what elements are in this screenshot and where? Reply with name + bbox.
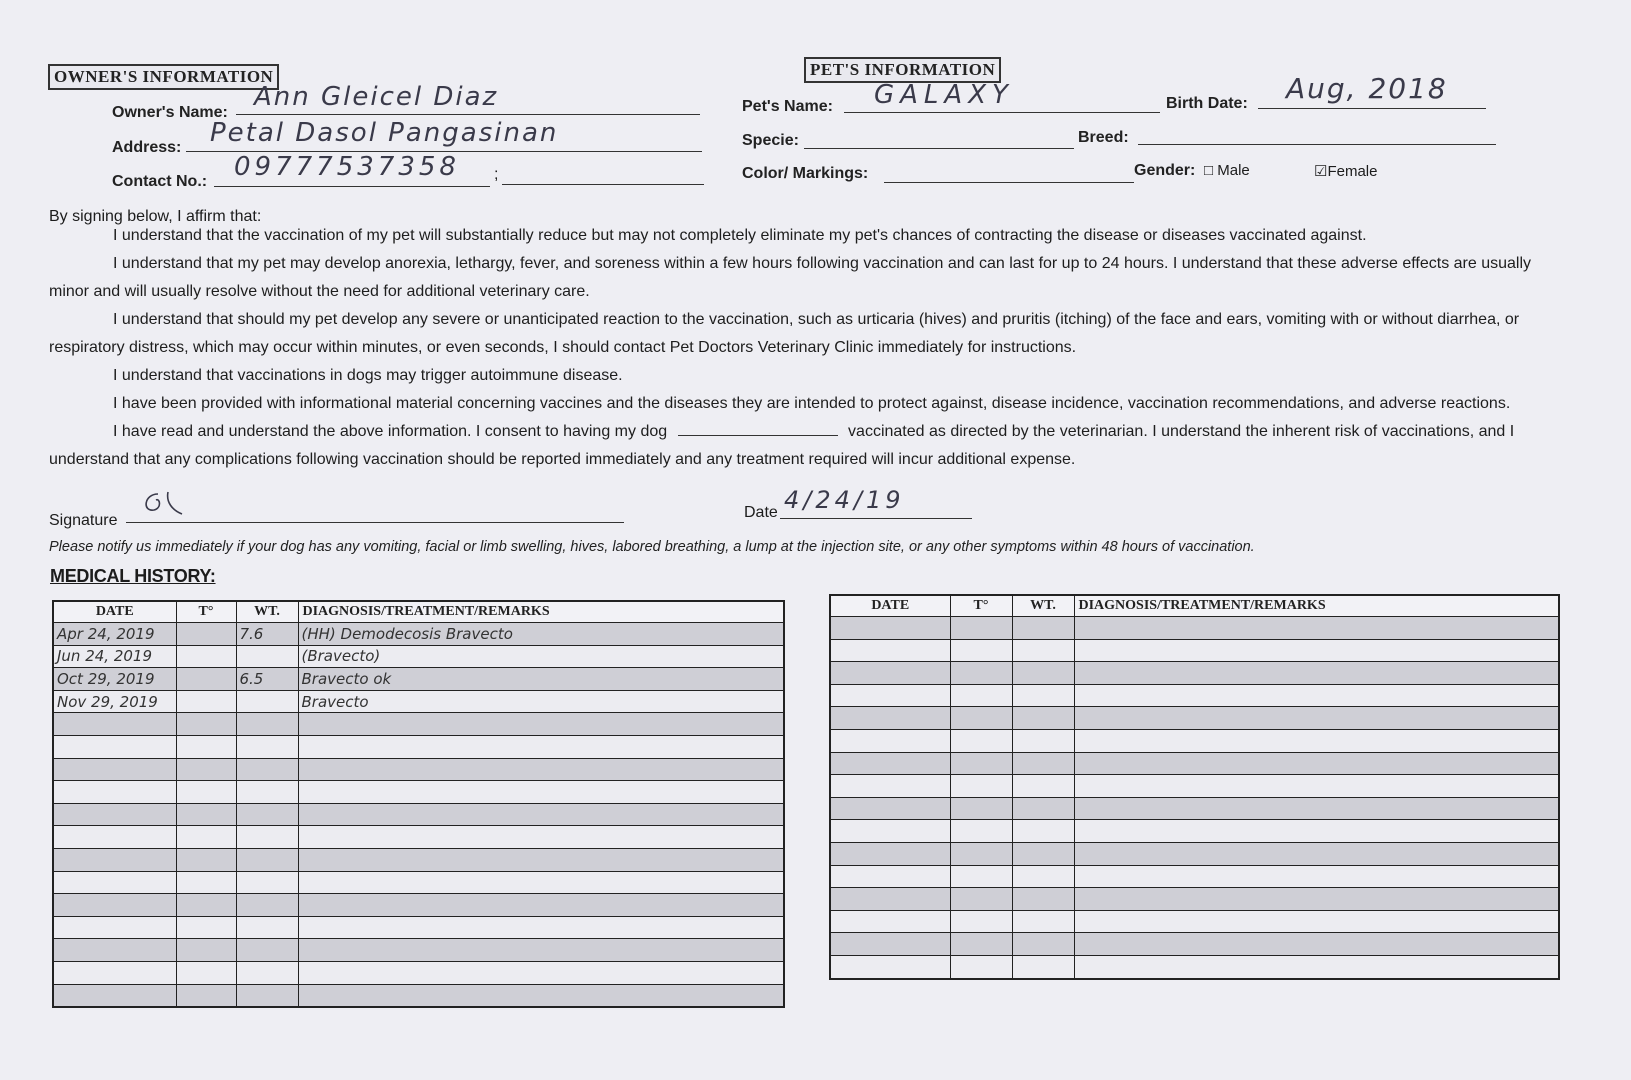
address-field[interactable] <box>186 120 702 152</box>
date-field[interactable] <box>780 486 972 519</box>
medical-history-table-right <box>829 594 1560 980</box>
cell-date[interactable] <box>830 933 950 956</box>
header-temp: T° <box>950 595 1012 617</box>
table-header-row <box>830 595 1559 617</box>
cell-date[interactable] <box>53 871 176 894</box>
consent-paragraph-1: I understand that the vaccination of my pet will substantially reduce but may not completely eliminate my pet's chances of contracting the disease or diseases vaccinated against. <box>113 227 1367 244</box>
cell-temp[interactable] <box>176 871 236 894</box>
cell-weight[interactable] <box>236 916 298 939</box>
cell-diagnosis[interactable] <box>1074 617 1559 640</box>
contact-value: 09777537358 <box>234 152 460 182</box>
cell-date[interactable] <box>53 961 176 984</box>
owner-name-label: Owner's Name: <box>112 104 228 121</box>
cell-diagnosis[interactable] <box>298 735 784 758</box>
consent-body <box>49 222 1549 474</box>
notice-text: Please notify us immediately if your dog has any vomiting, facial or limb swelling, hives, labored breathing, a lump at the injection site, or any other symptoms within 48 hours of vaccination. <box>49 539 1255 555</box>
cell-diagnosis[interactable] <box>1074 910 1559 933</box>
cell-weight[interactable] <box>1012 617 1074 640</box>
cell-weight[interactable] <box>1012 752 1074 775</box>
cell-temp[interactable] <box>176 645 236 668</box>
table-row <box>830 707 1559 730</box>
cell-weight[interactable] <box>1012 865 1074 888</box>
table-row <box>830 752 1559 775</box>
cell-temp[interactable] <box>950 933 1012 956</box>
pet-name-label: Pet's Name: <box>742 98 833 115</box>
contact-label: Contact No.: <box>112 173 208 190</box>
cell-temp[interactable] <box>176 826 236 849</box>
cell-weight[interactable] <box>236 645 298 668</box>
cell-weight[interactable] <box>236 894 298 917</box>
cell-temp[interactable] <box>176 713 236 736</box>
header-date: DATE <box>830 595 950 617</box>
cell-temp[interactable] <box>950 752 1012 775</box>
male-checkbox-icon[interactable]: □ <box>1204 162 1214 179</box>
cell-date[interactable] <box>53 984 176 1007</box>
cell-diagnosis[interactable] <box>298 713 784 736</box>
breed-field[interactable] <box>1138 124 1496 145</box>
cell-date[interactable]: Jun 24, 2019 <box>53 645 176 668</box>
pet-name-value: GALAXY <box>874 80 1014 110</box>
table-row <box>830 729 1559 752</box>
table-row <box>53 826 784 849</box>
cell-temp[interactable] <box>950 684 1012 707</box>
cell-date[interactable] <box>53 916 176 939</box>
date-value: 4/24/19 <box>784 486 905 514</box>
consent-paragraph-2: I understand that my pet may develop anorexia, lethargy, fever, and soreness within a few hours following vaccination and can last for up to 24 hours. I understand that these adverse effects are usually minor and will usually resolve without the need for additional veterinary care. <box>49 255 1532 300</box>
medical-history-title: MEDICAL HISTORY: <box>50 566 216 586</box>
table-row <box>53 984 784 1007</box>
cell-diagnosis[interactable] <box>298 871 784 894</box>
header-temp: T° <box>176 601 236 623</box>
cell-date[interactable] <box>830 820 950 843</box>
cell-temp[interactable] <box>950 955 1012 978</box>
cell-date[interactable] <box>830 910 950 933</box>
address-value: Petal Dasol Pangasinan <box>210 118 559 148</box>
cell-date[interactable] <box>830 662 950 685</box>
table-row <box>53 758 784 781</box>
birth-date-label: Birth Date: <box>1166 95 1248 112</box>
table-row <box>830 797 1559 820</box>
table-row <box>830 662 1559 685</box>
table-row <box>53 623 784 646</box>
address-label: Address: <box>112 139 182 156</box>
table-row <box>830 842 1559 865</box>
birth-date-value: Aug, 2018 <box>1286 72 1448 105</box>
cell-temp[interactable] <box>176 803 236 826</box>
table-header-row <box>53 601 784 623</box>
cell-weight[interactable] <box>1012 639 1074 662</box>
cell-diagnosis[interactable] <box>298 939 784 962</box>
cell-temp[interactable] <box>950 888 1012 911</box>
cell-date[interactable] <box>53 894 176 917</box>
cell-diagnosis[interactable] <box>1074 684 1559 707</box>
table-row <box>830 775 1559 798</box>
specie-field[interactable] <box>804 128 1074 149</box>
cell-temp[interactable] <box>176 894 236 917</box>
cell-weight[interactable] <box>1012 707 1074 730</box>
table-row <box>830 639 1559 662</box>
cell-date[interactable] <box>830 865 950 888</box>
cell-diagnosis[interactable]: Bravecto ok <box>298 668 784 691</box>
cell-temp[interactable] <box>950 729 1012 752</box>
cell-weight[interactable] <box>1012 955 1074 978</box>
cell-date[interactable] <box>830 955 950 978</box>
cell-weight[interactable] <box>236 690 298 713</box>
specie-label: Specie: <box>742 132 799 149</box>
cell-diagnosis[interactable] <box>1074 842 1559 865</box>
cell-weight[interactable] <box>1012 729 1074 752</box>
contact-separator: ; <box>494 166 499 183</box>
gender-female-label: Female <box>1327 163 1378 180</box>
pet-section-title: PET'S INFORMATION <box>804 57 1001 83</box>
table-row <box>53 690 784 713</box>
table-row <box>53 871 784 894</box>
cell-diagnosis[interactable] <box>298 916 784 939</box>
table-row <box>53 735 784 758</box>
cell-weight[interactable] <box>1012 662 1074 685</box>
cell-date[interactable] <box>53 848 176 871</box>
cell-weight[interactable]: 6.5 <box>236 668 298 691</box>
cell-weight[interactable] <box>1012 888 1074 911</box>
header-date: DATE <box>53 601 176 623</box>
gender-male-label: Male <box>1217 162 1250 179</box>
cell-diagnosis[interactable]: Bravecto <box>298 690 784 713</box>
cell-date[interactable] <box>53 758 176 781</box>
table-row <box>830 865 1559 888</box>
color-markings-label: Color/ Markings: <box>742 165 869 182</box>
cell-temp[interactable] <box>176 916 236 939</box>
consent-paragraph-5: I have been provided with informational material concerning vaccines and the diseases they are intended to protect against, disease incidence, vaccination recommendations, and adverse reactions. <box>113 395 1511 412</box>
cell-diagnosis[interactable] <box>298 984 784 1007</box>
cell-diagnosis[interactable] <box>1074 639 1559 662</box>
consent-paragraph-6a: I have read and understand the above information. I consent to having my dog <box>113 423 668 440</box>
cell-date[interactable] <box>53 713 176 736</box>
contact-field[interactable] <box>214 154 490 187</box>
cell-weight[interactable] <box>236 871 298 894</box>
cell-temp[interactable] <box>176 735 236 758</box>
gender-male-option[interactable] <box>1204 162 1250 179</box>
cell-diagnosis[interactable] <box>298 803 784 826</box>
color-markings-field[interactable] <box>884 160 1134 183</box>
gender-label: Gender: <box>1134 162 1196 179</box>
cell-temp[interactable] <box>950 842 1012 865</box>
cell-temp[interactable] <box>950 910 1012 933</box>
cell-weight[interactable] <box>236 848 298 871</box>
table-row <box>53 916 784 939</box>
cell-temp[interactable] <box>176 848 236 871</box>
consent-paragraph-4: I understand that vaccinations in dogs may trigger autoimmune disease. <box>113 367 623 384</box>
cell-weight[interactable] <box>236 939 298 962</box>
cell-date[interactable] <box>830 707 950 730</box>
cell-weight[interactable] <box>236 803 298 826</box>
cell-temp[interactable] <box>950 797 1012 820</box>
cell-weight[interactable] <box>1012 797 1074 820</box>
consent-intro: By signing below, I affirm that: <box>49 208 262 225</box>
cell-weight[interactable] <box>236 826 298 849</box>
table-row <box>53 781 784 804</box>
cell-date[interactable] <box>830 775 950 798</box>
cell-diagnosis[interactable] <box>298 758 784 781</box>
cell-weight[interactable] <box>1012 820 1074 843</box>
cell-temp[interactable] <box>950 639 1012 662</box>
cell-weight[interactable] <box>236 984 298 1007</box>
female-checkbox-icon[interactable]: ☑ <box>1314 163 1328 180</box>
cell-date[interactable]: Nov 29, 2019 <box>53 690 176 713</box>
cell-diagnosis[interactable] <box>298 781 784 804</box>
cell-diagnosis[interactable] <box>1074 707 1559 730</box>
contact-field-2[interactable] <box>502 160 704 185</box>
cell-date[interactable]: Oct 29, 2019 <box>53 668 176 691</box>
cell-diagnosis[interactable] <box>1074 797 1559 820</box>
date-label: Date <box>744 504 778 521</box>
cell-temp[interactable] <box>950 820 1012 843</box>
cell-diagnosis[interactable] <box>1074 662 1559 685</box>
cell-date[interactable] <box>830 888 950 911</box>
cell-date[interactable] <box>53 826 176 849</box>
cell-temp[interactable] <box>950 865 1012 888</box>
pet-name-field[interactable] <box>844 82 1160 113</box>
cell-temp[interactable] <box>950 617 1012 640</box>
cell-diagnosis[interactable] <box>1074 865 1559 888</box>
table-row <box>830 910 1559 933</box>
cell-temp[interactable] <box>950 662 1012 685</box>
consent-paragraph-6b: vaccinated as directed by the veterinarian. I understand the inherent risk of vaccinations, and I understand that any complications following vaccination should be reported immediately and any treatment required will incur additional expense. <box>49 423 1515 468</box>
cell-diagnosis[interactable]: (HH) Demodecosis Bravecto <box>298 623 784 646</box>
cell-diagnosis[interactable] <box>1074 955 1559 978</box>
cell-date[interactable] <box>830 842 950 865</box>
cell-temp[interactable] <box>176 690 236 713</box>
cell-weight[interactable] <box>1012 933 1074 956</box>
cell-date[interactable]: Apr 24, 2019 <box>53 623 176 646</box>
cell-diagnosis[interactable] <box>1074 933 1559 956</box>
cell-weight[interactable] <box>236 758 298 781</box>
table-row <box>830 933 1559 956</box>
table-row <box>53 668 784 691</box>
cell-date[interactable] <box>830 797 950 820</box>
cell-weight[interactable] <box>1012 775 1074 798</box>
table-row <box>830 684 1559 707</box>
cell-date[interactable] <box>830 684 950 707</box>
owner-name-value: Ann Gleicel Diaz <box>254 82 499 112</box>
table-row <box>53 848 784 871</box>
gender-female-option[interactable] <box>1314 162 1377 180</box>
cell-weight[interactable] <box>1012 910 1074 933</box>
cell-date[interactable] <box>53 939 176 962</box>
table-row <box>53 803 784 826</box>
cell-weight[interactable] <box>236 713 298 736</box>
owner-name-field[interactable] <box>236 84 700 115</box>
table-row <box>53 894 784 917</box>
cell-diagnosis[interactable] <box>298 826 784 849</box>
header-weight: WT. <box>236 601 298 623</box>
cell-temp[interactable] <box>176 939 236 962</box>
table-row <box>53 645 784 668</box>
cell-date[interactable] <box>830 729 950 752</box>
table-row <box>830 617 1559 640</box>
signature-mark-icon <box>138 488 198 518</box>
cell-date[interactable] <box>830 752 950 775</box>
consent-paragraph-6 <box>49 418 1549 474</box>
cell-date[interactable] <box>53 781 176 804</box>
cell-diagnosis[interactable] <box>298 961 784 984</box>
cell-temp[interactable] <box>950 775 1012 798</box>
cell-weight[interactable] <box>236 961 298 984</box>
cell-diagnosis[interactable] <box>298 894 784 917</box>
table-row <box>830 888 1559 911</box>
cell-diagnosis[interactable] <box>1074 775 1559 798</box>
signature-field[interactable] <box>126 500 624 523</box>
birth-date-field[interactable] <box>1258 72 1486 109</box>
cell-weight[interactable] <box>236 781 298 804</box>
cell-date[interactable] <box>53 735 176 758</box>
cell-temp[interactable] <box>176 781 236 804</box>
cell-diagnosis[interactable] <box>1074 820 1559 843</box>
header-diagnosis: DIAGNOSIS/TREATMENT/REMARKS <box>1074 595 1559 617</box>
header-weight: WT. <box>1012 595 1074 617</box>
cell-weight[interactable] <box>236 735 298 758</box>
cell-temp[interactable] <box>176 668 236 691</box>
consent-paragraph-3: I understand that should my pet develop any severe or unanticipated reaction to the vaccination, such as urticaria (hives) and pruritis (itching) of the face and ears, vomiting with or without diarrhea, or respiratory distress, which may occur within minutes, or even seconds, I should contact Pet Doctors Veterinary Clinic immediately for instructions. <box>49 311 1520 356</box>
cell-temp[interactable] <box>176 961 236 984</box>
cell-weight[interactable] <box>1012 684 1074 707</box>
cell-diagnosis[interactable] <box>1074 752 1559 775</box>
cell-diagnosis[interactable] <box>298 848 784 871</box>
owner-section-title: OWNER'S INFORMATION <box>48 64 279 90</box>
table-row <box>53 713 784 736</box>
dog-name-field[interactable] <box>678 419 838 436</box>
cell-date[interactable] <box>830 639 950 662</box>
header-diagnosis: DIAGNOSIS/TREATMENT/REMARKS <box>298 601 784 623</box>
cell-diagnosis[interactable] <box>1074 888 1559 911</box>
cell-date[interactable] <box>53 803 176 826</box>
cell-temp[interactable] <box>176 758 236 781</box>
signature-label: Signature <box>49 512 118 529</box>
table-row <box>830 820 1559 843</box>
medical-history-table-left <box>52 600 785 1008</box>
table-row <box>53 961 784 984</box>
cell-temp[interactable] <box>950 707 1012 730</box>
cell-temp[interactable] <box>176 623 236 646</box>
cell-weight[interactable] <box>1012 842 1074 865</box>
breed-label: Breed: <box>1078 129 1129 146</box>
cell-temp[interactable] <box>176 984 236 1007</box>
cell-date[interactable] <box>830 617 950 640</box>
table-row <box>53 939 784 962</box>
cell-diagnosis[interactable] <box>1074 729 1559 752</box>
cell-diagnosis[interactable]: (Bravecto) <box>298 645 784 668</box>
cell-weight[interactable]: 7.6 <box>236 623 298 646</box>
table-row <box>830 955 1559 978</box>
